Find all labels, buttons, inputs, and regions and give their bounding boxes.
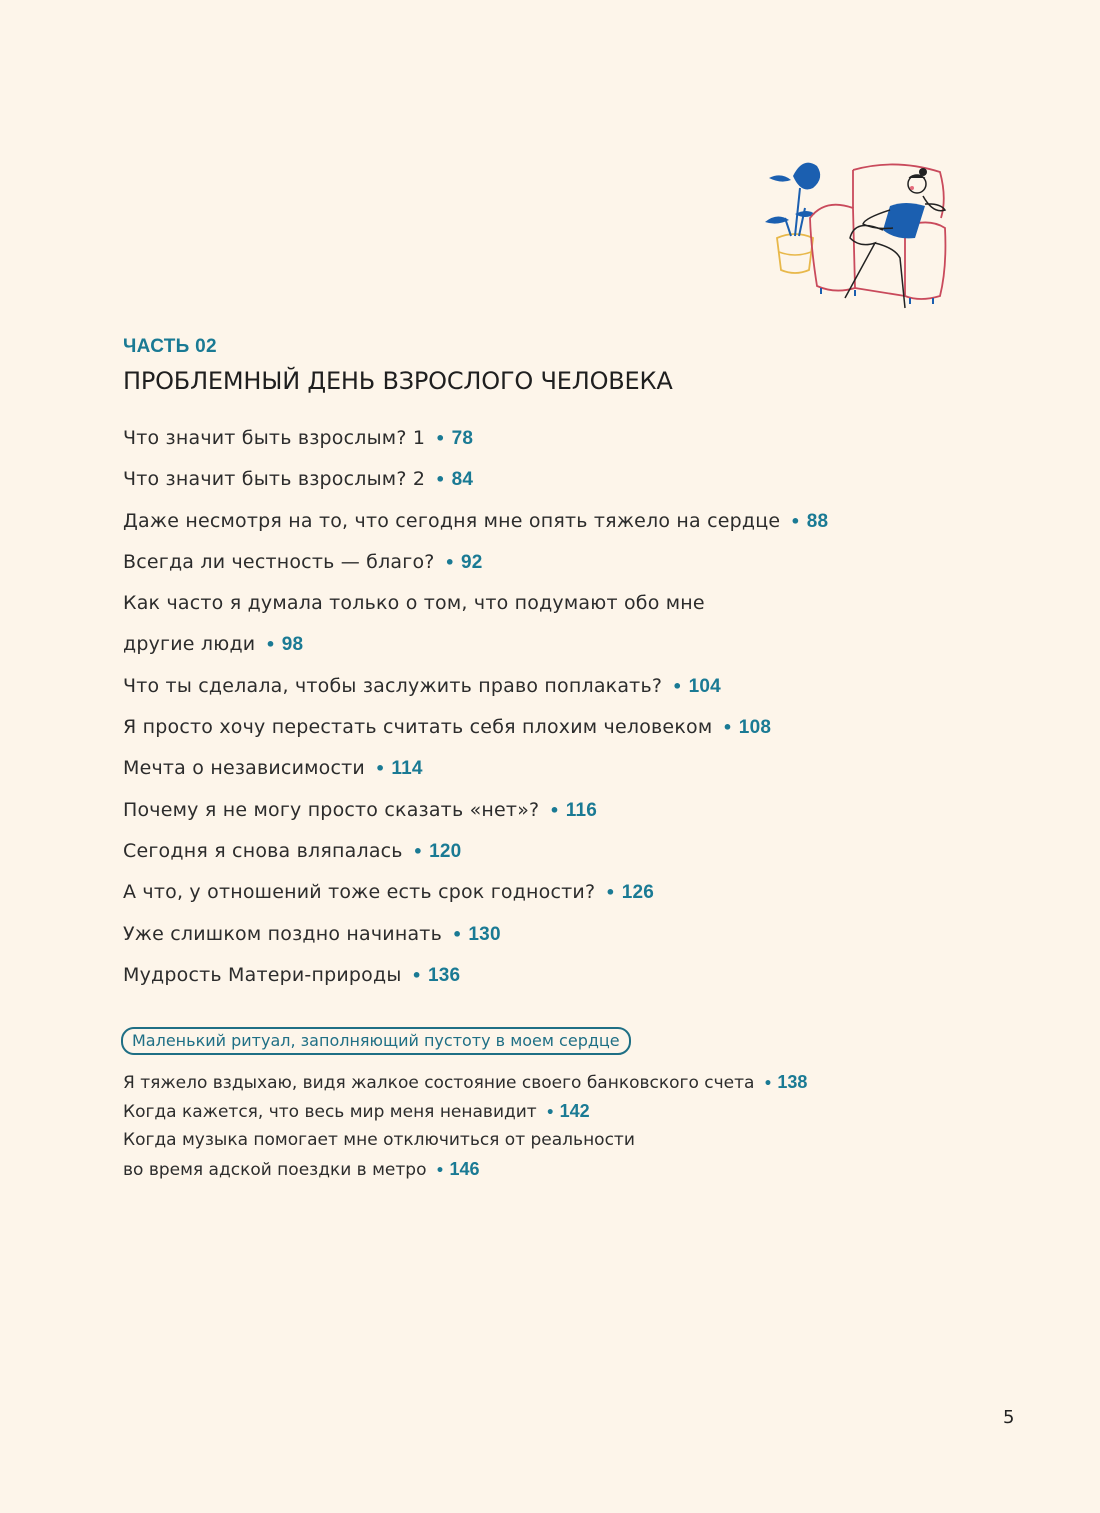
entry-title: Что значит быть взрослым? 1 — [123, 427, 426, 449]
entry-page: 146 — [449, 1159, 480, 1179]
entry-title: Даже несмотря на то, что сегодня мне опять тяжело на сердце — [123, 509, 781, 532]
toc-entry[interactable] — [123, 542, 1023, 583]
entry-title: Я тяжело вздыхаю, видя жалкое состояние своего банковского счета — [123, 1073, 755, 1093]
bullet-icon: • — [605, 883, 616, 903]
bullet-icon: • — [435, 429, 446, 448]
bullet-icon: • — [435, 470, 446, 490]
part-label: ЧАСТЬ 02 — [123, 336, 217, 357]
entry-page: 138 — [777, 1072, 808, 1092]
toc-entry[interactable] — [123, 666, 1023, 707]
ritual-entry[interactable] — [123, 1097, 1023, 1126]
entry-title: во время адской поездки в метро — [123, 1160, 427, 1180]
entry-page: 142 — [559, 1101, 590, 1121]
entry-title: Мудрость Матери-природы — [123, 963, 402, 986]
entry-title: Что значит быть взрослым? 2 — [123, 468, 426, 491]
page-number: 5 — [1003, 1407, 1015, 1428]
toc-entry[interactable] — [123, 707, 1023, 748]
bullet-icon: • — [672, 676, 683, 696]
part-title: ПРОБЛЕМНЫЙ ДЕНЬ ВЗРОСЛОГО ЧЕЛОВЕКА — [123, 367, 673, 395]
entry-title: Я просто хочу перестать считать себя плохим человеком — [123, 716, 713, 739]
entry-title: Как часто я думала только о том, что подумают обо мне — [123, 592, 705, 615]
toc-entry[interactable] — [123, 955, 1023, 996]
woman-armchair-image — [755, 148, 955, 313]
bullet-icon: • — [265, 635, 276, 655]
entry-page: 104 — [688, 675, 721, 697]
bullet-icon: • — [412, 841, 424, 861]
toc-entry[interactable] — [123, 583, 1023, 624]
ritual-section-badge: Маленький ритуал, заполняющий пустоту в моем сердце — [121, 1027, 631, 1055]
bullet-icon: • — [411, 965, 422, 985]
ritual-list — [123, 1068, 1023, 1184]
toc-entry[interactable] — [123, 831, 1023, 872]
entry-title: Мечта о независимости — [123, 757, 365, 780]
ritual-entry-continued[interactable] — [123, 1155, 1023, 1184]
entry-page: 98 — [281, 634, 304, 656]
armchair-illustration — [755, 148, 955, 313]
entry-page: 120 — [429, 840, 462, 862]
entry-page: 92 — [461, 551, 483, 573]
toc-entry[interactable] — [123, 748, 1023, 789]
bullet-icon: • — [451, 924, 463, 944]
entry-title: А что, у отношений тоже есть срок годности? — [123, 881, 596, 904]
entry-title: Всегда ли честность — благо? — [123, 550, 435, 573]
toc-entry[interactable] — [123, 501, 1023, 542]
entry-title: Что ты сделала, чтобы заслужить право поплакать? — [123, 674, 663, 697]
ritual-entry[interactable] — [123, 1068, 1023, 1097]
entry-page: 136 — [427, 964, 461, 986]
entry-page: 108 — [738, 717, 772, 739]
entry-page: 126 — [621, 882, 655, 904]
bullet-icon: • — [549, 800, 560, 820]
bullet-icon: • — [545, 1105, 555, 1121]
entry-title: Когда музыка помогает мне отключиться от реальности — [123, 1130, 635, 1150]
toc-entry[interactable] — [123, 418, 1023, 459]
toc-entry[interactable] — [123, 872, 1023, 913]
bullet-icon: • — [435, 1163, 445, 1179]
entry-page: 130 — [468, 923, 501, 945]
entry-page: 84 — [451, 469, 474, 491]
entry-title: Когда кажется, что весь мир меня ненавидит — [123, 1102, 537, 1122]
entry-title: другие люди — [123, 633, 256, 656]
bullet-icon: • — [374, 759, 386, 779]
entry-page: 116 — [565, 799, 598, 821]
entry-page: 88 — [806, 510, 829, 532]
toc-entry[interactable] — [123, 459, 1023, 500]
table-of-contents — [123, 418, 1023, 996]
toc-entry[interactable] — [123, 914, 1023, 955]
toc-entry[interactable] — [123, 790, 1023, 831]
toc-entry-continued[interactable] — [123, 624, 1023, 665]
bullet-icon: • — [790, 511, 801, 531]
ritual-entry[interactable] — [123, 1126, 1023, 1155]
entry-title: Сегодня я снова вляпалась — [123, 839, 403, 862]
entry-page: 114 — [391, 758, 423, 780]
bullet-icon: • — [722, 718, 733, 738]
entry-title: Уже слишком поздно начинать — [123, 922, 442, 945]
bullet-icon: • — [763, 1076, 773, 1092]
bullet-icon: • — [444, 552, 456, 572]
entry-title: Почему я не могу просто сказать «нет»? — [123, 798, 540, 821]
entry-page: 78 — [451, 428, 474, 449]
